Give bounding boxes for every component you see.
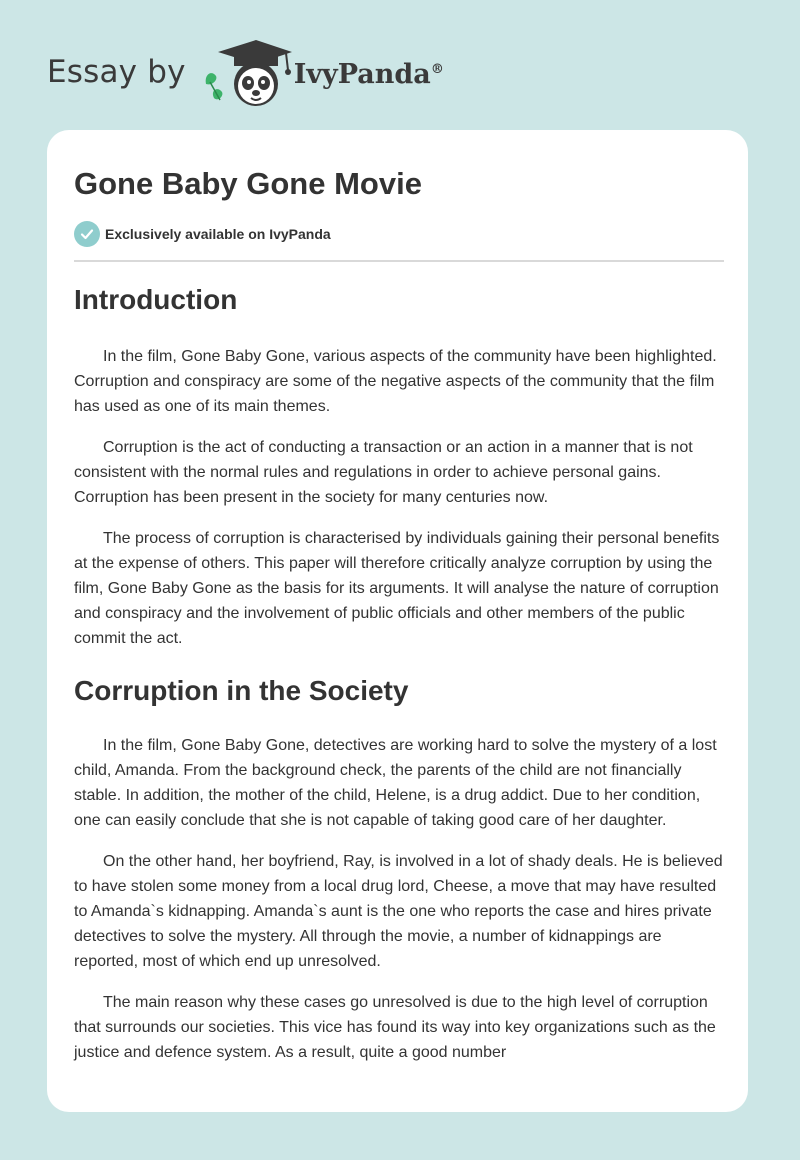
title-divider (74, 260, 724, 262)
panda-graduate-logo-icon[interactable] (200, 36, 292, 108)
check-icon (74, 221, 100, 247)
trademark-symbol: ® (430, 61, 444, 77)
leaf-icon (205, 73, 222, 100)
essay-card (47, 130, 748, 1112)
section-heading-corruption: Corruption in the Society (74, 675, 409, 706)
essay-by-label: Essay by (47, 54, 186, 90)
paragraph: The main reason why these cases go unresolved is due to the high level of corruption that surrounds our societies. This vice has found its way into key organizations such as the justice and defence system. As a result, quite a good number (74, 994, 716, 1061)
exclusive-label: Exclusively available on IvyPanda (105, 226, 331, 242)
paragraph: In the film, Gone Baby Gone, various aspects of the community have been highlighted. Corruption and conspiracy are some of the negative aspects of the community that the film has used as one of its main themes. (74, 348, 717, 415)
page-title: Gone Baby Gone Movie (74, 166, 422, 201)
paragraph: On the other hand, her boyfriend, Ray, is involved in a lot of shady deals. He is believed to have stolen some money from a local drug lord, Cheese, a move that may have resulted to Amanda`s kidnapping. Amanda`s aunt is the one who reports the case and hires private detectives to solve the mystery. All through the movie, a number of kidnappings are reported, most of which end up unresolved. (74, 853, 723, 970)
paragraph: The process of corruption is characterised by individuals gaining their personal benefits at the expense of others. This paper will therefore critically analyze corruption by using the film, Gone Baby Gone as the basis for its arguments. It will analyse the nature of corruption and conspiracy and the involvement of public officials and other members of the public commit the act. (74, 530, 720, 647)
essay-body (74, 283, 724, 1065)
brand-name[interactable]: IvyPanda® (293, 58, 444, 90)
paragraph: Corruption is the act of conducting a transaction or an action in a manner that is not consistent with the normal rules and regulations in order to achieve personal gains. Corruption has been present in the society for many centuries now. (74, 439, 693, 506)
exclusive-badge (74, 221, 331, 247)
site-header (47, 36, 507, 108)
paragraph: In the film, Gone Baby Gone, detectives are working hard to solve the mystery of a lost child, Amanda. From the background check, the parents of the child are not financially stable. In addition, the mother of the child, Helene, is a drug addict. Due to her condition, one can easily conclude that she is not capable of taking good care of her daughter. (74, 737, 717, 829)
section-heading-introduction: Introduction (74, 284, 238, 315)
